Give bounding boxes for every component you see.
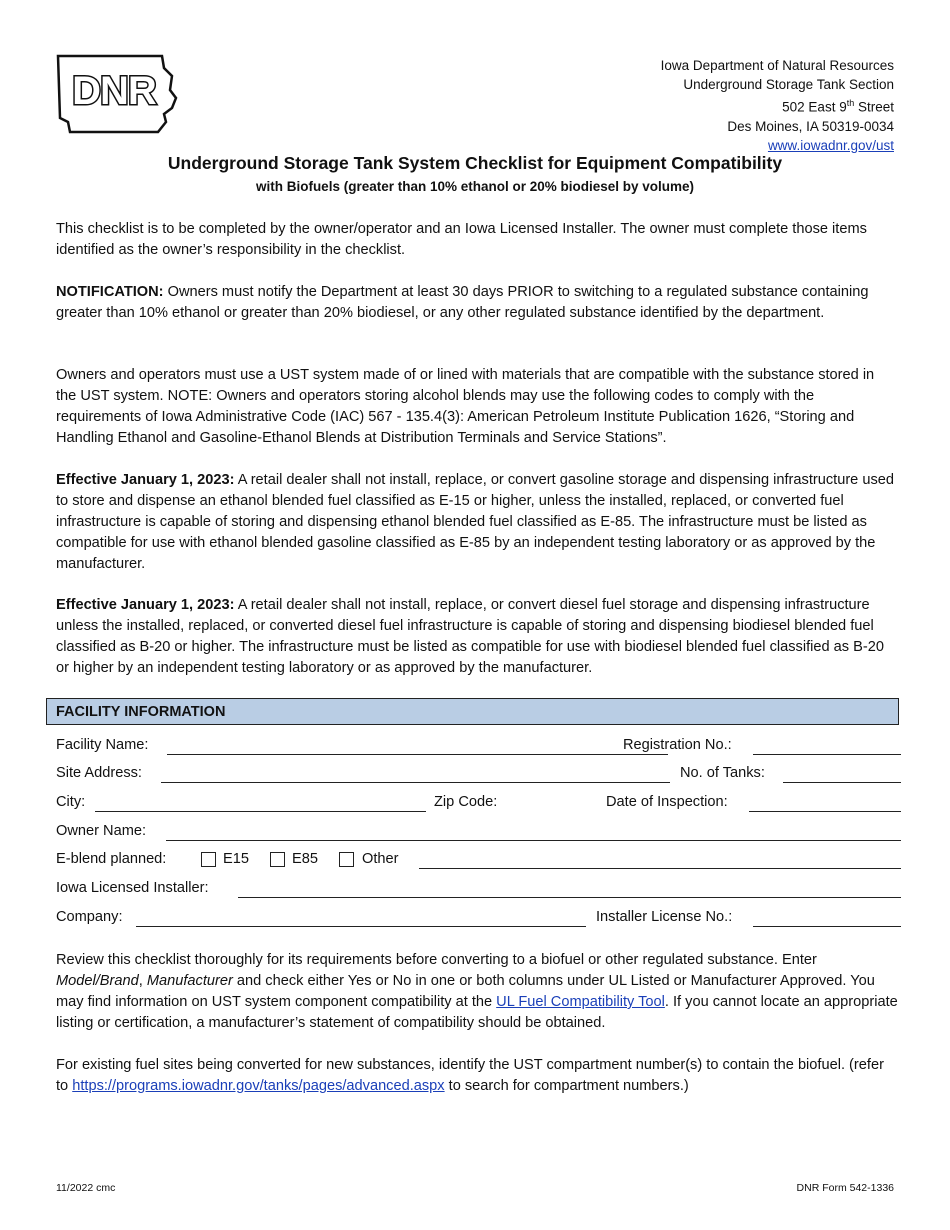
owner-name-label: Owner Name: bbox=[56, 823, 147, 839]
site-address-field[interactable] bbox=[161, 782, 670, 783]
installer-license-field[interactable] bbox=[753, 926, 901, 927]
facility-name-field[interactable] bbox=[167, 754, 668, 755]
row-eblend bbox=[56, 851, 901, 873]
advanced-search-link[interactable]: https://programs.iowadnr.gov/tanks/pages/advanced.aspx bbox=[72, 1078, 445, 1094]
effective-label-1: Effective January 1, 2023: bbox=[56, 472, 235, 488]
footer-date: 11/2022 cmc bbox=[56, 1182, 116, 1194]
page-title: Underground Storage Tank System Checklist for Equipment Compatibility bbox=[167, 153, 783, 173]
website-link[interactable]: www.iowadnr.gov/ust bbox=[767, 137, 894, 153]
no-of-tanks-field[interactable] bbox=[783, 782, 901, 783]
row-site-address bbox=[56, 765, 901, 787]
header-address bbox=[661, 56, 894, 155]
installer-license-label: Installer License No.: bbox=[596, 909, 733, 925]
e15-label: E15 bbox=[223, 851, 249, 867]
e85-label: E85 bbox=[292, 851, 318, 867]
row-city bbox=[56, 794, 901, 816]
effective-paragraph-2: Effective January 1, 2023: A retail dealer shall not install, replace, or convert diesel fuel storage and dispensing infrastructure unless the installed, replaced, or converted diesel fuel infrastructure is capable of storing and dispensing biodiesel blended fuel classified as B-20 or higher. The infrastructure must be listed as compatible for use with biodiesel blended fuel classified as B-20 or higher by an independent testing laboratory or as approved by the manufacturer. bbox=[56, 597, 884, 676]
compatibility-paragraph: Owners and operators must use a UST system made of or lined with materials that are compatible with the substance stored in the UST system. NOTE: Owners and operators storing alcohol blends may use the following codes to comply with the requirements of Iowa Administrative Code (IAC) 567 - 135.4(3): American Petroleum Institute Publication 1626, “Storing and Handling Ethanol and Gasoline-Ethanol Blends at Distribution Terminals and Service Stations”. bbox=[56, 367, 875, 446]
row-owner-name bbox=[56, 823, 901, 845]
e85-checkbox[interactable] bbox=[270, 852, 285, 867]
date-of-inspection-field[interactable] bbox=[749, 811, 901, 812]
installer-field[interactable] bbox=[238, 897, 901, 898]
installer-label: Iowa Licensed Installer: bbox=[56, 880, 209, 896]
ul-tool-link[interactable]: UL Fuel Compatibility Tool bbox=[496, 994, 665, 1010]
facility-name-label: Facility Name: bbox=[56, 737, 149, 753]
zip-code-label: Zip Code: bbox=[434, 794, 498, 810]
footer-form-number: DNR Form 542-1336 bbox=[796, 1182, 894, 1194]
effective-paragraph-1: Effective January 1, 2023: A retail dealer shall not install, replace, or convert gasoline storage and dispensing infrastructure used to store and dispense an ethanol blended fuel classified as E-15 or higher, unless the installed, replaced, or converted fuel infrastructure is capable of storing and dispensing ethanol blended fuel classified as E-85. The infrastructure must be listed as compatible for use with ethanol blended gasoline classified as E-85 by an independent testing laboratory or as approved by the manufacturer. bbox=[56, 472, 895, 572]
row-facility-name bbox=[56, 737, 901, 759]
registration-no-label: Registration No.: bbox=[623, 737, 732, 753]
city-field[interactable] bbox=[95, 811, 426, 812]
site-address-label: Site Address: bbox=[56, 765, 142, 781]
dnr-logo bbox=[54, 52, 178, 136]
page-subtitle: with Biofuels (greater than 10% ethanol or 20% biodiesel by volume) bbox=[255, 179, 695, 194]
logo-text: DNR bbox=[72, 69, 156, 113]
company-label: Company: bbox=[56, 909, 123, 925]
eblend-label: E-blend planned: bbox=[56, 851, 167, 867]
row-company bbox=[56, 909, 901, 931]
date-of-inspection-label: Date of Inspection: bbox=[606, 794, 728, 810]
notification-paragraph: NOTIFICATION: Owners must notify the Department at least 30 days PRIOR to switching to a regulated substance containing greater than 10% ethanol or greater than 20% biodiesel, or any other regulated substance identified by the department. bbox=[56, 284, 869, 321]
intro-paragraph: This checklist is to be completed by the owner/operator and an Iowa Licensed Installer. The owner must complete those items identified as the owner’s responsibility in the checklist. bbox=[56, 221, 867, 258]
section-name: Underground Storage Tank Section bbox=[683, 77, 894, 92]
row-installer bbox=[56, 880, 901, 902]
city-address: Des Moines, IA 50319-0034 bbox=[727, 118, 894, 134]
city-label: City: bbox=[56, 794, 86, 810]
facility-info-heading: FACILITY INFORMATION bbox=[46, 698, 899, 725]
other-checkbox[interactable] bbox=[339, 852, 354, 867]
registration-no-field[interactable] bbox=[753, 754, 901, 755]
review-paragraph: Review this checklist thoroughly for its requirements before converting to a biofuel or other regulated substance. Enter Model/Brand, Manufacturer and check either Yes or No in one or both columns under UL Listed or Manufacturer Approved. You may find information on UST system component compatibility at the UL Fuel Compatibility Tool. If you cannot locate an appropriate listing or certification, a manufacturer’s statement of compatibility should be obtained. bbox=[56, 952, 898, 1031]
existing-sites-paragraph: For existing fuel sites being converted for new substances, identify the UST compartment number(s) to contain the biofuel. (refer to https://programs.iowadnr.gov/tanks/pages/advanced.aspx to search for compartment numbers.) bbox=[56, 1057, 884, 1094]
other-label: Other bbox=[362, 851, 399, 867]
company-field[interactable] bbox=[136, 926, 586, 927]
org-name: Iowa Department of Natural Resources bbox=[660, 58, 894, 73]
owner-name-field[interactable] bbox=[166, 840, 901, 841]
other-blend-field[interactable] bbox=[419, 868, 901, 869]
street-address: 502 East 9th Street bbox=[782, 98, 894, 115]
e15-checkbox[interactable] bbox=[201, 852, 216, 867]
no-of-tanks-label: No. of Tanks: bbox=[680, 765, 765, 781]
effective-label-2: Effective January 1, 2023: bbox=[56, 597, 235, 613]
notification-label: NOTIFICATION: bbox=[56, 284, 164, 300]
